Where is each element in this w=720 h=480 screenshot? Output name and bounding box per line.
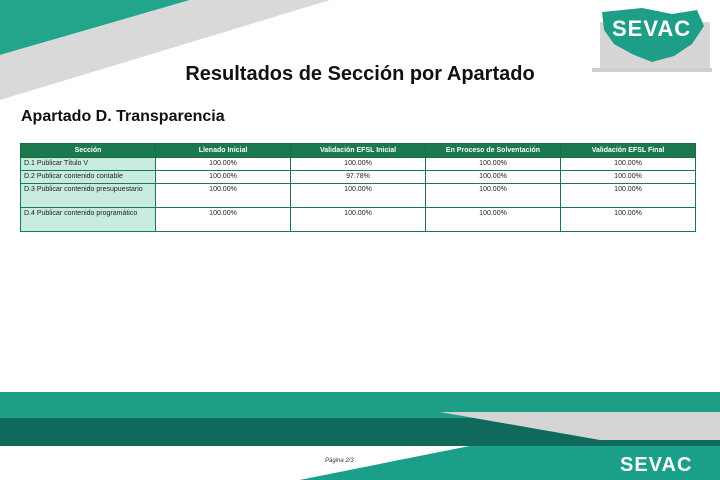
table-row [21, 184, 696, 208]
value-cell: 100.00% [156, 208, 291, 232]
column-header: Validación EFSL Final [561, 144, 696, 158]
section-title: Apartado D. Transparencia [21, 108, 225, 125]
column-header: En Proceso de Solventación [426, 144, 561, 158]
value-cell: 100.00% [561, 158, 696, 171]
value-cell: 100.00% [156, 158, 291, 171]
column-header: Validación EFSL Inicial [291, 144, 426, 158]
value-cell: 100.00% [291, 158, 426, 171]
value-cell: 100.00% [426, 208, 561, 232]
column-header: Llenado Inicial [156, 144, 291, 158]
value-cell: 100.00% [426, 184, 561, 208]
section-cell: D.3 Publicar contenido presupuestario [21, 184, 156, 208]
section-cell: D.2 Publicar contenido contable [21, 171, 156, 184]
value-cell: 100.00% [291, 208, 426, 232]
results-table [20, 143, 696, 232]
table-header-row [21, 144, 696, 158]
value-cell: 100.00% [561, 208, 696, 232]
footer-brand-logo: SEVAC [620, 454, 693, 476]
section-cell: D.4 Publicar contenido programático [21, 208, 156, 232]
table-row [21, 171, 696, 184]
value-cell: 100.00% [426, 158, 561, 171]
value-cell: 100.00% [561, 184, 696, 208]
value-cell: 100.00% [561, 171, 696, 184]
table-row [21, 158, 696, 171]
column-header: Sección [21, 144, 156, 158]
page-number: Página 2/3 [325, 458, 354, 464]
section-cell: D.1 Publicar Título V [21, 158, 156, 171]
value-cell: 100.00% [156, 171, 291, 184]
table-row [21, 208, 696, 232]
page-title: Resultados de Sección por Apartado [185, 63, 535, 85]
logo-top-text: SEVAC [612, 16, 692, 41]
value-cell: 100.00% [426, 171, 561, 184]
value-cell: 100.00% [156, 184, 291, 208]
value-cell: 100.00% [291, 184, 426, 208]
value-cell: 97.78% [291, 171, 426, 184]
